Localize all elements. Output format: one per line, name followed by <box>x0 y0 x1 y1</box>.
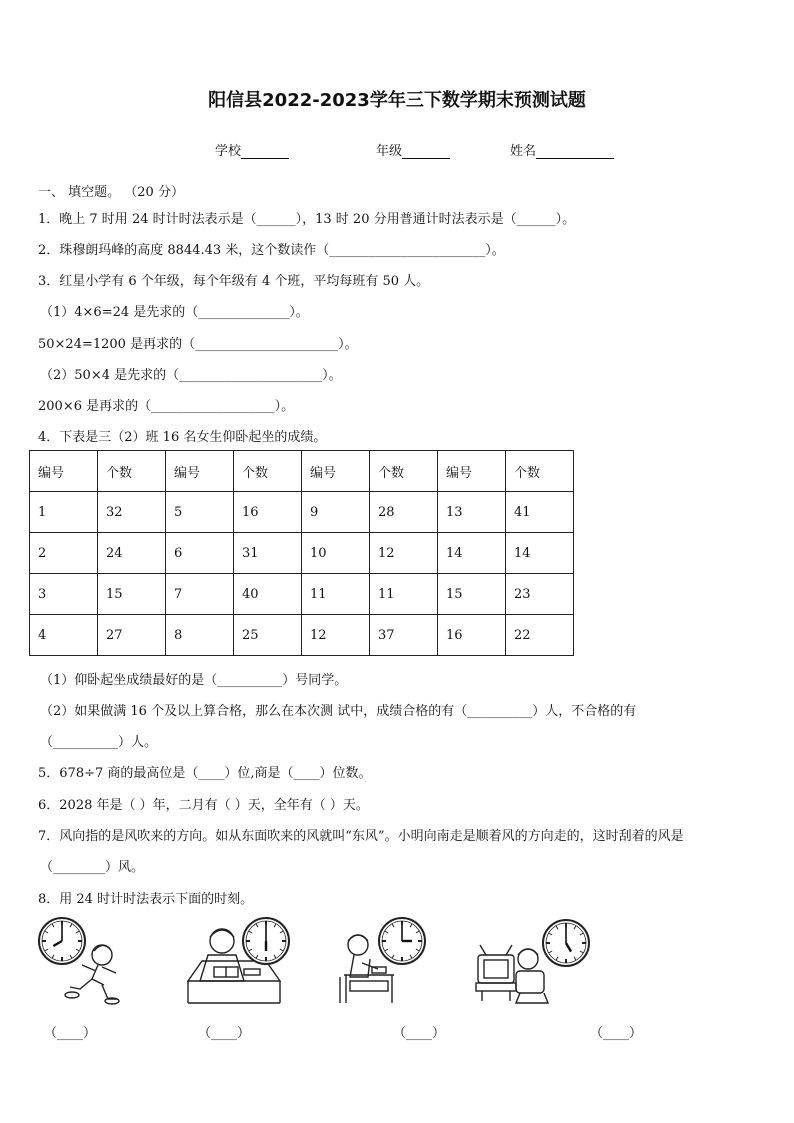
table-cell: 11 <box>302 574 370 615</box>
table-cell: 41 <box>506 492 574 533</box>
table-cell: 14 <box>506 533 574 574</box>
header-cell: 编号 <box>166 451 234 492</box>
table-cell: 10 <box>302 533 370 574</box>
school-blank[interactable] <box>241 144 289 159</box>
tv-and-child-icon <box>476 945 548 1003</box>
table-cell: 11 <box>370 574 438 615</box>
writing-boy-picture <box>336 915 432 1007</box>
question-4-part-2-continued: （__________）人。 <box>40 735 158 750</box>
question-7: 7．风向指的是风吹来的方向。如从东面吹来的风就叫“东风”。小明向南走是顺着风的方向走的，这时刮着的风是 <box>38 829 684 844</box>
question-3-part-2: （2）50×4 是先求的（______________________）。 <box>40 368 342 383</box>
question-3-part-1: （1）4×6=24 是先求的（______________）。 <box>40 305 309 320</box>
table-cell: 13 <box>438 492 506 533</box>
header-cell: 个数 <box>98 451 166 492</box>
question-8: 8．用 24 时计时法表示下面的时刻。 <box>38 892 254 907</box>
table-row <box>30 533 574 574</box>
table-cell: 16 <box>234 492 302 533</box>
table-cell: 14 <box>438 533 506 574</box>
question-3-part-1b: 50×24=1200 是再求的（______________________）。 <box>38 337 358 352</box>
watching-tv-picture <box>472 915 594 1007</box>
clock-face-1 <box>39 918 85 964</box>
school-label: 学校 <box>215 144 242 159</box>
table-cell: 31 <box>234 533 302 574</box>
table-cell: 1 <box>30 492 98 533</box>
table-cell: 12 <box>302 615 370 656</box>
table-cell: 8 <box>166 615 234 656</box>
header-cell: 编号 <box>302 451 370 492</box>
question-5: 5．678÷7 商的最高位是（____）位,商是（____）位数。 <box>38 766 372 781</box>
table-row <box>30 492 574 533</box>
clock-face-3 <box>379 918 425 964</box>
question-6: 6．2028 年是（ ）年，二月有（ ）天，全年有（ ）天。 <box>38 798 369 813</box>
header-cell: 个数 <box>370 451 438 492</box>
section-heading: 一、 填空题。 （20 分） <box>38 185 184 200</box>
grade-label: 年级 <box>376 144 403 159</box>
answer-blank-2[interactable]: （____） <box>198 1026 251 1041</box>
answer-blank-4[interactable]: （____） <box>590 1026 643 1041</box>
table-cell: 25 <box>234 615 302 656</box>
table-cell: 23 <box>506 574 574 615</box>
table-cell: 9 <box>302 492 370 533</box>
question-4: 4．下表是三（2）班 16 名女生仰卧起坐的成绩。 <box>38 430 327 445</box>
table-cell: 4 <box>30 615 98 656</box>
question-4-part-2: （2）如果做满 16 个及以上算合格，那么在本次测 试中，成绩合格的有（__________）人，不合格的有 <box>40 704 637 719</box>
table-cell: 2 <box>30 533 98 574</box>
name-blank[interactable] <box>536 144 614 159</box>
answer-blank-1[interactable]: （____） <box>44 1026 97 1041</box>
page-title: 阳信县2022-2023学年三下数学期末预测试题 <box>208 90 586 111</box>
clock-face-2 <box>243 918 289 964</box>
header-cell: 个数 <box>234 451 302 492</box>
reading-boy-picture <box>184 915 294 1007</box>
grade-blank[interactable] <box>402 144 450 159</box>
situp-table <box>29 450 574 656</box>
table-row <box>30 574 574 615</box>
header-cell: 编号 <box>438 451 506 492</box>
table-cell: 15 <box>98 574 166 615</box>
table-cell: 22 <box>506 615 574 656</box>
question-2: 2．珠穆朗玛峰的高度 8844.43 米，这个数读作（________________________）。 <box>38 243 505 258</box>
running-child-picture <box>36 915 136 1007</box>
table-cell: 27 <box>98 615 166 656</box>
table-cell: 6 <box>166 533 234 574</box>
header-cell: 编号 <box>30 451 98 492</box>
table-cell: 24 <box>98 533 166 574</box>
table-cell: 40 <box>234 574 302 615</box>
school-field <box>215 140 289 159</box>
table-row <box>30 615 574 656</box>
name-label: 姓名 <box>510 144 537 159</box>
table-cell: 28 <box>370 492 438 533</box>
question-1: 1．晚上 7 时用 24 时计时法表示是（______），13 时 20 分用普通计时法表示是（______）。 <box>38 212 576 227</box>
clock-face-4 <box>543 920 589 966</box>
header-cell: 个数 <box>506 451 574 492</box>
question-4-part-1: （1）仰卧起坐成绩最好的是（__________）号同学。 <box>40 673 348 688</box>
table-cell: 5 <box>166 492 234 533</box>
table-cell: 15 <box>438 574 506 615</box>
table-cell: 3 <box>30 574 98 615</box>
question-3-part-2b: 200×6 是再求的（___________________）。 <box>38 399 295 414</box>
question-3: 3．红星小学有 6 个年级，每个年级有 4 个班，平均每班有 50 人。 <box>38 274 430 289</box>
grade-field <box>376 140 450 159</box>
answer-blank-3[interactable]: （____） <box>393 1026 446 1041</box>
table-cell: 12 <box>370 533 438 574</box>
table-cell: 37 <box>370 615 438 656</box>
question-7-continued: （________）风。 <box>40 860 145 875</box>
table-header-row <box>30 451 574 492</box>
table-cell: 32 <box>98 492 166 533</box>
table-cell: 7 <box>166 574 234 615</box>
table-cell: 16 <box>438 615 506 656</box>
name-field <box>510 140 614 159</box>
